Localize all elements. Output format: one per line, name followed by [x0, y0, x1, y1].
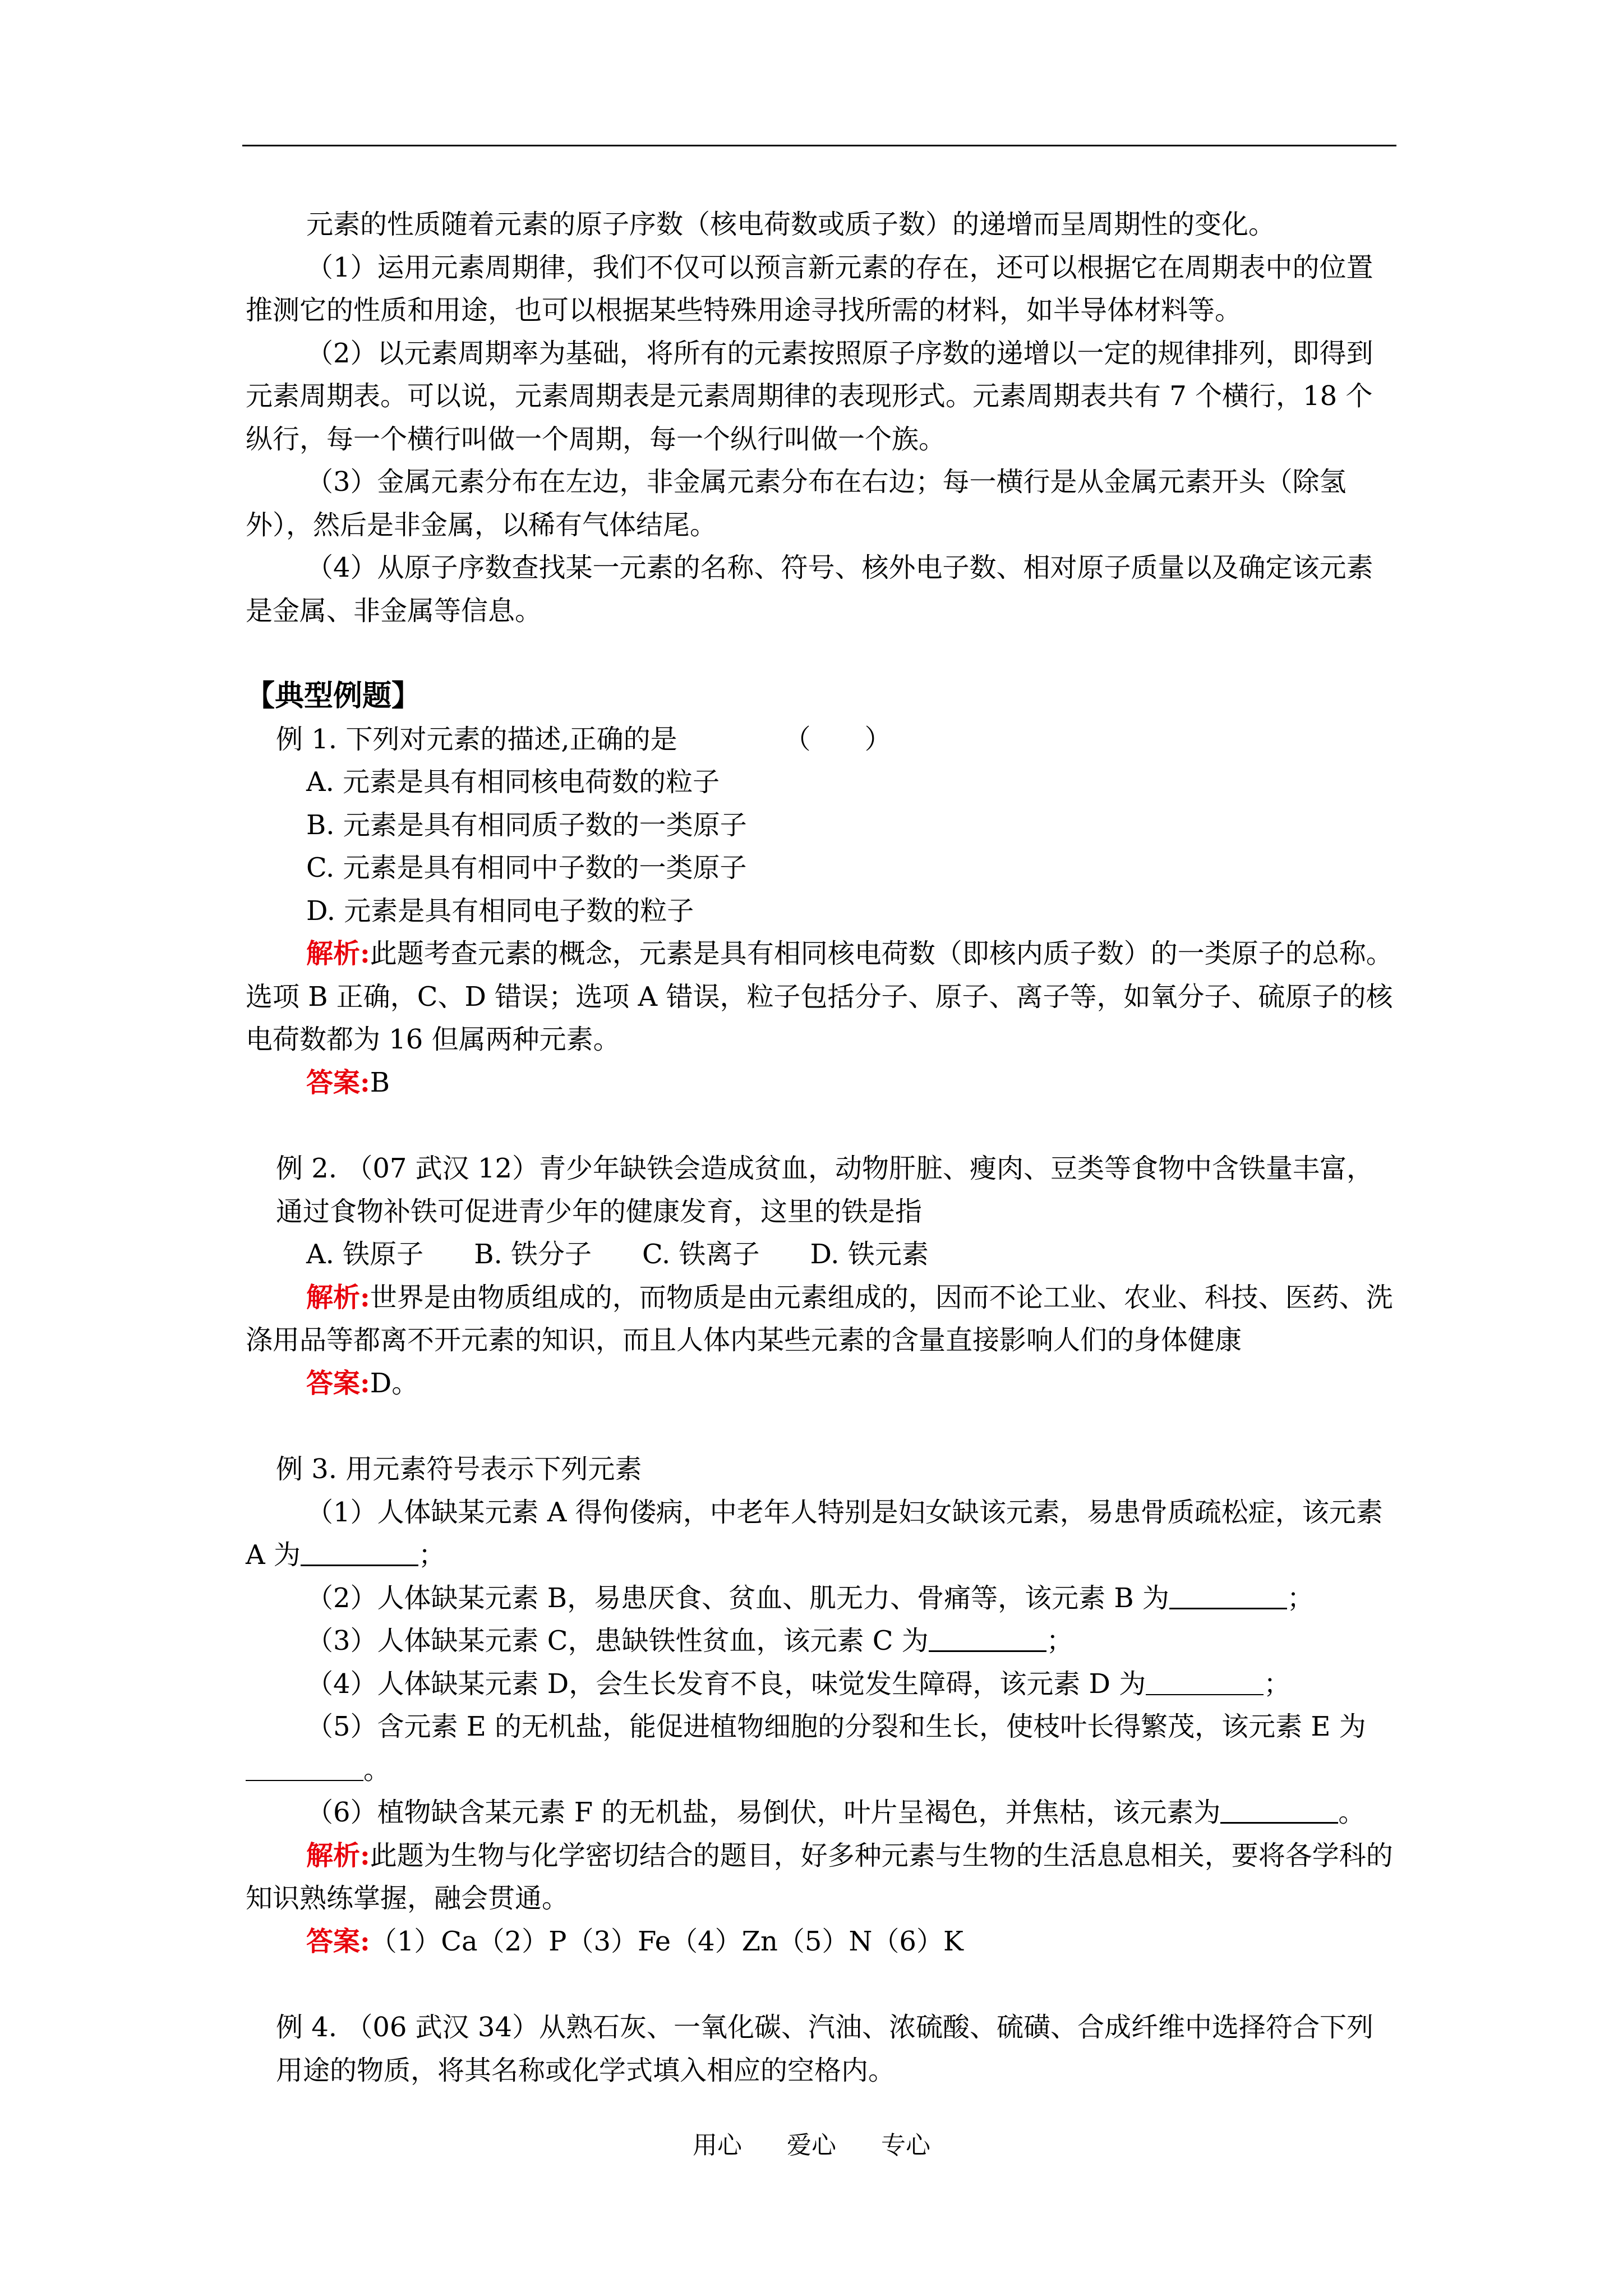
- fill-blank: [929, 1623, 1046, 1652]
- punctuation: 。: [363, 1754, 391, 1786]
- example-3-item-2-text: （2）人体缺某元素 B，易患厌食、贫血、肌无力、骨痛等，该元素 B 为: [306, 1582, 1169, 1614]
- example-1-answer-paren: （ ）: [783, 723, 892, 755]
- page-footer: [0, 2125, 1623, 2161]
- example-2-analysis: [246, 1276, 1396, 1362]
- fill-blank: [301, 1538, 418, 1566]
- punctuation: 。: [1338, 1797, 1366, 1828]
- example-3-item-5: [246, 1705, 1396, 1791]
- punctuation: ；: [1046, 1625, 1073, 1657]
- analysis-label: 解析:: [306, 1839, 370, 1871]
- punctuation: ；: [418, 1539, 445, 1571]
- example-1-question-text: 例 1. 下列对元素的描述,正确的是: [276, 723, 677, 755]
- intro-paragraph-4: （4）从原子序数查找某一元素的名称、符号、核外电子数、相对原子质量以及确定该元素是金属、非金属等信息。: [246, 552, 1373, 627]
- example-1-option-b: B. 元素是具有相同质子数的一类原子: [306, 809, 747, 841]
- example-2-option-d: D. 铁元素: [810, 1239, 929, 1270]
- example-3-item-2: [246, 1577, 1396, 1620]
- analysis-label: 解析:: [306, 938, 370, 969]
- example-3-analysis: [246, 1834, 1396, 1920]
- intro-paragraph-1: （1）运用元素周期律，我们不仅可以预言新元素的存在，还可以根据它在周期表中的位置推测它的性质和用途，也可以根据某些特殊用途寻找所需的材料，如半导体材料等。: [246, 251, 1373, 326]
- intro-paragraph-3: （3）金属元素分布在左边，非金属元素分布在右边；每一横行是从金属元素开头（除氢外），然后是非金属，以稀有气体结尾。: [246, 466, 1347, 541]
- example-1-answer: [246, 1061, 1396, 1105]
- example-3-item-6-text: （6）植物缺含某元素 F 的无机盐，易倒伏，叶片呈褐色，并焦枯，该元素为: [306, 1797, 1221, 1828]
- example-1-question: [246, 718, 1396, 761]
- example-2-option-c: C. 铁离子: [642, 1239, 760, 1270]
- example-3-item-1-text: （1）人体缺某元素 A 得佝偻病，中老年人特别是妇女缺该元素，易患骨质疏松症，该元素 A 为: [246, 1496, 1383, 1571]
- example-2-option-a: A. 铁原子: [306, 1239, 424, 1270]
- example-1-option-d: D. 元素是具有相同电子数的粒子: [306, 895, 694, 927]
- footer-text-b: 爱心: [787, 2131, 836, 2160]
- example-1-option-c: C. 元素是具有相同中子数的一类原子: [306, 852, 747, 884]
- example-1-answer-text: B: [370, 1066, 390, 1098]
- example-2-options: [246, 1233, 1396, 1276]
- example-2-answer: [246, 1362, 1396, 1405]
- footer-text-c: 专心: [881, 2131, 930, 2160]
- example-3-item-6: [246, 1791, 1396, 1834]
- section-title: 【典型例题】: [246, 679, 421, 713]
- example-3-answer-text: （1）Ca（2）P（3）Fe（4）Zn（5）N（6）K: [370, 1925, 963, 1957]
- answer-label: 答案:: [306, 1066, 370, 1098]
- example-3-item-1: [246, 1491, 1396, 1577]
- example-3-item-3-text: （3）人体缺某元素 C，患缺铁性贫血，该元素 C 为: [306, 1625, 929, 1657]
- example-2-analysis-text: 世界是由物质组成的，而物质是由元素组成的，因而不论工业、农业、科技、医药、洗涤用品等都离不开元素的知识，而且人体内某些元素的含量直接影响人们的身体健康: [246, 1281, 1393, 1356]
- intro-paragraph-0: 元素的性质随着元素的原子序数（核电荷数或质子数）的递增而呈周期性的变化。: [306, 209, 1276, 240]
- footer-text-a: 用心: [693, 2131, 742, 2160]
- example-2-question: 例 2. （07 武汉 12）青少年缺铁会造成贫血，动物肝脏、瘦肉、豆类等食物中含铁量丰富，通过食物补铁可促进青少年的健康发育，这里的铁是指: [276, 1153, 1373, 1227]
- example-3-question: 例 3. 用元素符号表示下列元素: [276, 1453, 642, 1485]
- fill-blank: [246, 1753, 363, 1781]
- intro-paragraph-2: （2）以元素周期率为基础，将所有的元素按照原子序数的递增以一定的规律排列，即得到元素周期表。可以说，元素周期表是元素周期律的表现形式。元素周期表共有 7 个横行，18 个纵行，每一个横行叫做一个周期，每一个纵行叫做一个族。: [246, 337, 1373, 455]
- example-3-item-3: [246, 1619, 1396, 1663]
- example-1-analysis-text: 此题考查元素的概念，元素是具有相同核电荷数（即核内质子数）的一类原子的总称。选项 B 正确，C、D 错误；选项 A 错误，粒子包括分子、原子、离子等，如氧分子、硫原子的核电荷数都为 16 但属两种元素。: [246, 938, 1393, 1055]
- example-3-item-4-text: （4）人体缺某元素 D，会生长发育不良，味觉发生障碍，该元素 D 为: [306, 1668, 1146, 1700]
- fill-blank: [1169, 1581, 1287, 1609]
- example-4-question: 例 4. （06 武汉 34）从熟石灰、一氧化碳、汽油、浓硫酸、硫磺、合成纤维中选择符合下列用途的物质，将其名称或化学式填入相应的空格内。: [276, 2012, 1373, 2086]
- example-2-option-b: B. 铁分子: [474, 1239, 592, 1270]
- header-rule: [242, 145, 1396, 146]
- example-3-answer: [246, 1920, 1396, 1963]
- punctuation: ；: [1264, 1668, 1291, 1700]
- answer-label: 答案:: [306, 1925, 370, 1957]
- punctuation: ；: [1287, 1582, 1314, 1614]
- answer-label: 答案:: [306, 1367, 370, 1399]
- example-1-option-a: A. 元素是具有相同核电荷数的粒子: [306, 766, 720, 798]
- example-3-item-4: [246, 1663, 1396, 1706]
- document-body: [246, 203, 1396, 2092]
- analysis-label: 解析:: [306, 1281, 370, 1313]
- fill-blank: [1220, 1795, 1338, 1824]
- fill-blank: [1146, 1667, 1264, 1695]
- example-3-item-5-text: （5）含元素 E 的无机盐，能促进植物细胞的分裂和生长，使枝叶长得繁茂，该元素 E 为: [306, 1711, 1366, 1742]
- example-2-answer-text: D。: [370, 1367, 419, 1399]
- example-1-analysis: [246, 932, 1396, 1061]
- example-3-analysis-text: 此题为生物与化学密切结合的题目，好多种元素与生物的生活息息相关，要将各学科的知识熟练掌握，融会贯通。: [246, 1839, 1393, 1914]
